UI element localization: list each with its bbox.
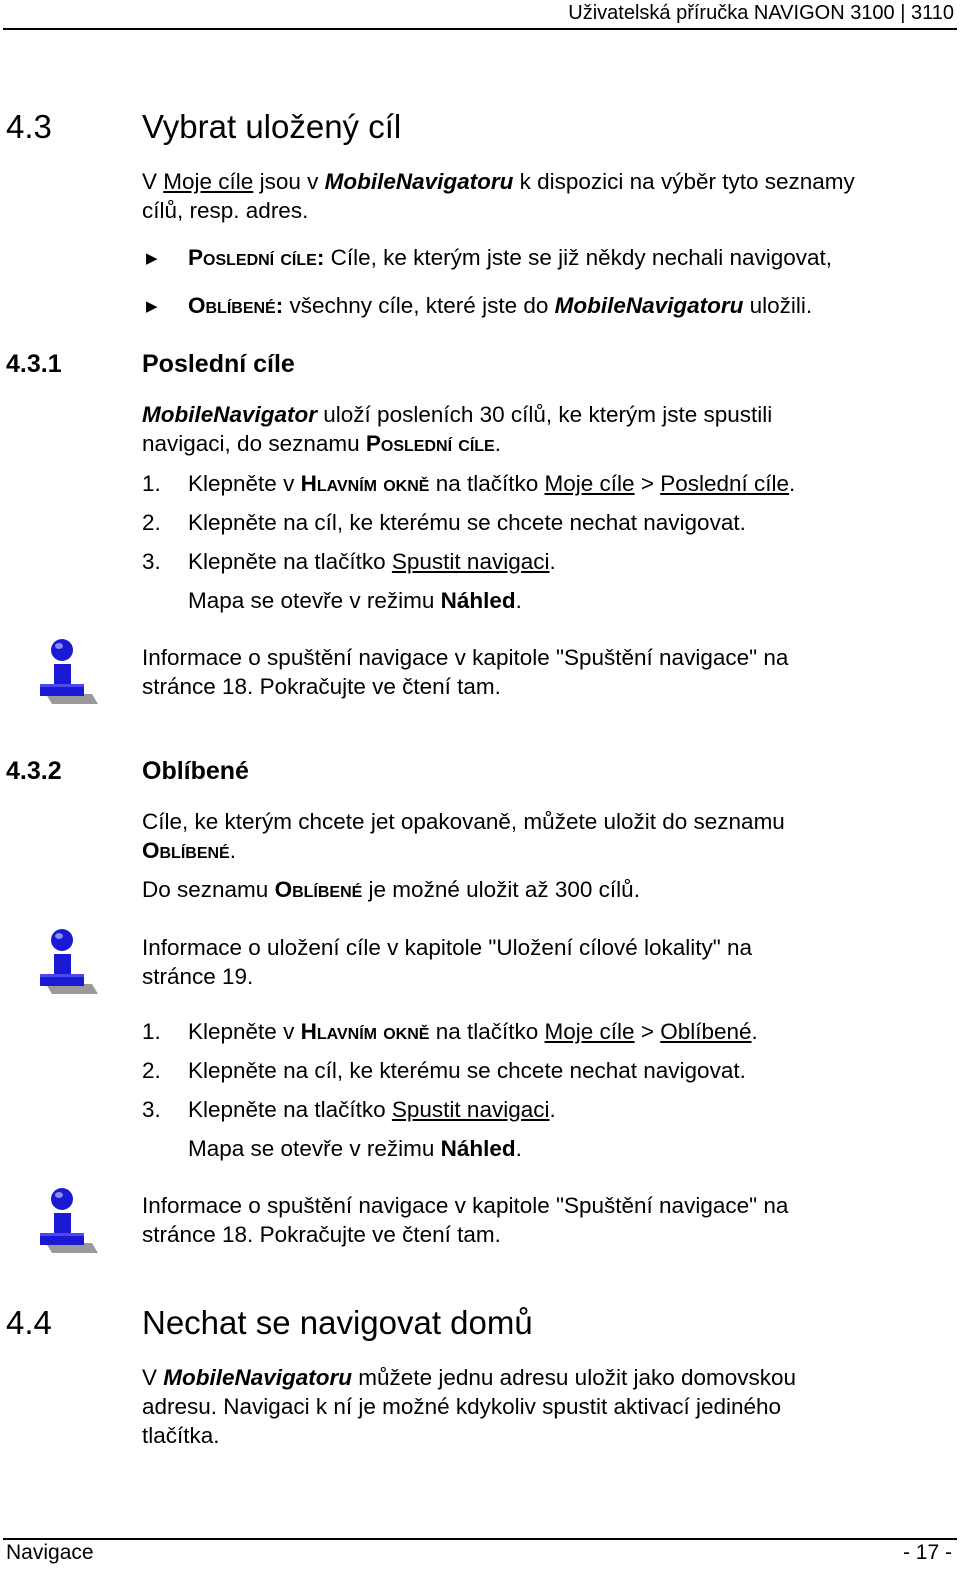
info-person-icon bbox=[32, 926, 98, 996]
step-1-text: Klepněte v Hlavním okně na tlačítko Moje cíle > Poslední cíle. bbox=[188, 471, 796, 496]
paragraph-home: V MobileNavigatoru můžete jednu adresu uložit jako domovskou adresu. Navigaci k ní je možné kdykoliv spustit aktivací jediného tlačítka. bbox=[142, 1365, 797, 1448]
page-number: - 17 - bbox=[902, 1541, 952, 1564]
step-number: 1. bbox=[142, 1019, 161, 1044]
step-1-text: Klepněte v Hlavním okně na tlačítko Moje cíle > Oblíbené. bbox=[188, 1019, 758, 1044]
step-number: 3. bbox=[142, 549, 161, 574]
info-note-navigation: Informace o spuštění navigace v kapitole "Spuštění navigace" na stránce 18. Pokračujte ve čtení tam. bbox=[142, 1193, 789, 1247]
moje-cile-link[interactable]: Moje cíle bbox=[544, 471, 635, 496]
section-number-4-3-2: 4.3.2 bbox=[6, 757, 62, 785]
header-rule bbox=[3, 28, 957, 30]
step-3-text: Klepněte na tlačítko Spustit navigaci. bbox=[188, 549, 556, 574]
moje-cile-link[interactable]: Moje cíle bbox=[544, 1019, 635, 1044]
footer-rule bbox=[3, 1538, 957, 1540]
spustit-navigaci-link[interactable]: Spustit navigaci bbox=[391, 1097, 550, 1122]
section-title-4-3-1: Poslední cíle bbox=[142, 350, 295, 378]
step-result-text: Mapa se otevře v režimu Náhled. bbox=[188, 1136, 522, 1161]
bullet-posledni-cile: Poslední cíle: Cíle, ke kterým jste se již někdy nechali navigovat, bbox=[188, 245, 833, 270]
intro-paragraph: V Moje cíle jsou v MobileNavigatoru k dispozici na výběr tyto seznamy cílů, resp. adres. bbox=[142, 169, 855, 223]
section-number-4-3-1: 4.3.1 bbox=[6, 350, 62, 378]
section-title-4-4: Nechat se navigovat domů bbox=[142, 1304, 533, 1341]
section-number-4-4: 4.4 bbox=[6, 1304, 52, 1341]
triangle-bullet-icon: ▶ bbox=[146, 298, 158, 315]
step-result-text: Mapa se otevře v režimu Náhled. bbox=[188, 588, 522, 613]
step-number: 2. bbox=[142, 510, 161, 535]
posledni-cile-link[interactable]: Poslední cíle bbox=[660, 471, 790, 496]
footer-chapter: Navigace bbox=[6, 1541, 94, 1564]
step-2-text: Klepněte na cíl, ke kterému se chcete nechat navigovat. bbox=[188, 1058, 746, 1083]
info-note-save: Informace o uložení cíle v kapitole "Uložení cílové lokality" na stránce 19. bbox=[142, 935, 753, 989]
triangle-bullet-icon: ▶ bbox=[146, 250, 158, 267]
step-2-text: Klepněte na cíl, ke kterému se chcete nechat navigovat. bbox=[188, 510, 746, 535]
paragraph-oblibene-2: Do seznamu Oblíbené je možné uložit až 300 cílů. bbox=[142, 877, 640, 902]
section-number-4-3: 4.3 bbox=[6, 108, 52, 145]
info-person-icon bbox=[32, 1185, 98, 1255]
info-note-navigation: Informace o spuštění navigace v kapitole "Spuštění navigace" na stránce 18. Pokračujte ve čtení tam. bbox=[142, 645, 789, 699]
section-title-4-3: Vybrat uložený cíl bbox=[142, 108, 402, 145]
info-person-icon bbox=[32, 636, 98, 706]
spustit-navigaci-link[interactable]: Spustit navigaci bbox=[391, 549, 550, 574]
step-number: 1. bbox=[142, 471, 161, 496]
paragraph-posledni-cile: MobileNavigator uloží posleních 30 cílů, ke kterým jste spustili navigaci, do seznamu Poslední cíle. bbox=[142, 402, 773, 456]
step-number: 3. bbox=[142, 1097, 161, 1122]
moje-cile-link[interactable]: Moje cíle bbox=[163, 169, 254, 194]
paragraph-oblibene-1: Cíle, ke kterým chcete jet opakovaně, můžete uložit do seznamu Oblíbené. bbox=[142, 809, 785, 863]
step-3-text: Klepněte na tlačítko Spustit navigaci. bbox=[188, 1097, 556, 1122]
page-header-title: Uživatelská příručka NAVIGON 3100 | 3110 bbox=[568, 2, 954, 24]
section-title-4-3-2: Oblíbené bbox=[142, 757, 249, 785]
oblibene-link[interactable]: Oblíbené bbox=[660, 1019, 752, 1044]
step-number: 2. bbox=[142, 1058, 161, 1083]
bullet-oblibene: Oblíbené: všechny cíle, které jste do MobileNavigatoru uložili. bbox=[188, 293, 813, 318]
